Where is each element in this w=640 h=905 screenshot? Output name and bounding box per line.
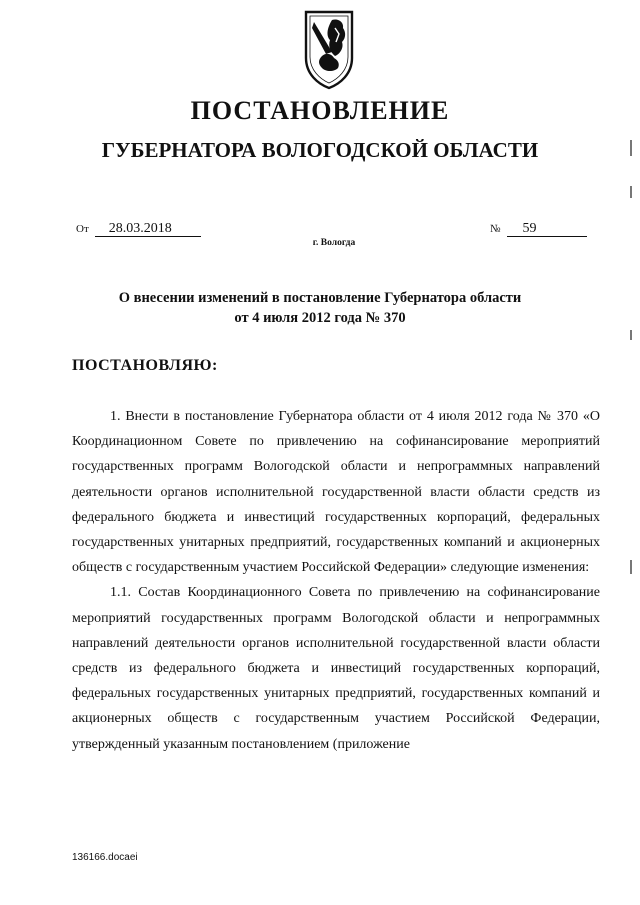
page-subtitle: ГУБЕРНАТОРА ВОЛОГОДСКОЙ ОБЛАСТИ bbox=[101, 138, 539, 162]
document-date bbox=[76, 221, 201, 237]
coat-of-arms-icon bbox=[302, 8, 356, 90]
document-number bbox=[490, 221, 587, 237]
document-body bbox=[72, 404, 600, 757]
subject-line-2: от 4 июля 2012 года № 370 bbox=[234, 310, 406, 326]
page-title: ПОСТАНОВЛЕНИЕ bbox=[190, 96, 450, 125]
city-label: г. Вологда bbox=[312, 238, 356, 248]
subject-line-1: О внесении изменений в постановление Губернатора области bbox=[118, 290, 522, 306]
decree-heading: ПОСТАНОВЛЯЮ: bbox=[72, 357, 218, 374]
scan-edge-mark bbox=[630, 140, 632, 156]
date-label: От bbox=[76, 223, 89, 235]
paragraph-1-1: 1.1. Состав Координационного Совета по привлечению на софинансирование мероприятий государственных программ Вологодской области и непрограммных направлений деятельности органов исполнительной государственной власти области средств из федерального бюджета и инвестиций государственных корпораций, федеральных государственных унитарных предприятий, государственных компаний и акционерных обществ с государственным участием Российской Федерации, утвержденный указанным постановлением (приложение bbox=[72, 585, 600, 752]
document-subject bbox=[0, 288, 640, 328]
scan-edge-mark bbox=[630, 560, 632, 574]
paragraph-1: 1. Внести в постановление Губернатора области от 4 июля 2012 года № 370 «О Координационном Совете по привлечению на софинансирование мероприятий государственных программ Вологодской области и непрограммных направлений деятельности органов исполнительной государственной власти области средств из федерального бюджета и инвестиций государственных корпораций, федеральных государственных унитарных предприятий, государственных компаний и акционерных обществ с государственным участием Российской Федерации» следующие изменения: bbox=[72, 409, 600, 576]
scan-edge-mark bbox=[630, 330, 632, 340]
number-value: 59 bbox=[507, 221, 587, 237]
document-id: 136166.docaei bbox=[72, 852, 138, 863]
scan-edge-mark bbox=[630, 186, 632, 198]
number-label: № bbox=[490, 223, 501, 235]
date-value: 28.03.2018 bbox=[95, 221, 201, 237]
